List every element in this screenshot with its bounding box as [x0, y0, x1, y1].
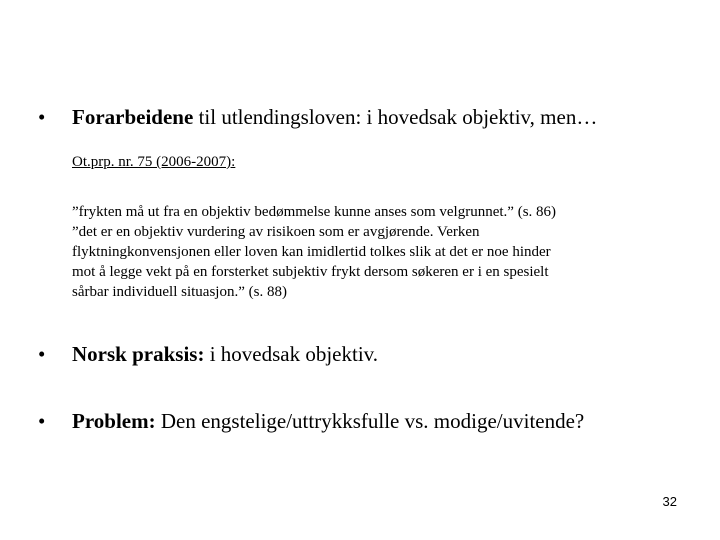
- bullet-forarbeidene: [38, 104, 698, 130]
- quote-line: mot å legge vekt på en forsterket subjektiv frykt dersom søkeren er i en spesielt: [72, 264, 549, 280]
- quote-block: [72, 202, 672, 302]
- bullet-symbol: •: [38, 342, 46, 366]
- bullet-text: Den engstelige/uttrykksfulle vs. modige/uvitende?: [155, 409, 585, 433]
- quote-line: flyktningkonvensjonen eller loven kan imidlertid tolkes slik at det er noe hinder: [72, 244, 551, 260]
- bullet-text: i hovedsak objektiv.: [204, 342, 379, 366]
- bullet-norsk-praksis: [38, 341, 698, 367]
- bullet-bold-label: Problem:: [72, 409, 156, 433]
- quote-line: sårbar individuell situasjon.” (s. 88): [72, 284, 287, 300]
- bullet-bold-label: Forarbeidene: [72, 105, 194, 129]
- reference-heading: Ot.prp. nr. 75 (2006-2007):: [72, 154, 236, 170]
- bullet-bold-label: Norsk praksis:: [72, 342, 205, 366]
- bullet-symbol: •: [38, 409, 46, 433]
- page-number: 32: [662, 494, 677, 509]
- quote-line: ”frykten må ut fra en objektiv bedømmelse kunne anses som velgrunnet.” (s. 86): [72, 204, 557, 220]
- bullet-text: til utlendingsloven: i hovedsak objektiv, men…: [193, 105, 598, 129]
- bullet-symbol: •: [38, 105, 46, 129]
- quote-line: ”det er en objektiv vurdering av risikoen som er avgjørende. Verken: [72, 224, 480, 240]
- bullet-problem: [38, 408, 698, 434]
